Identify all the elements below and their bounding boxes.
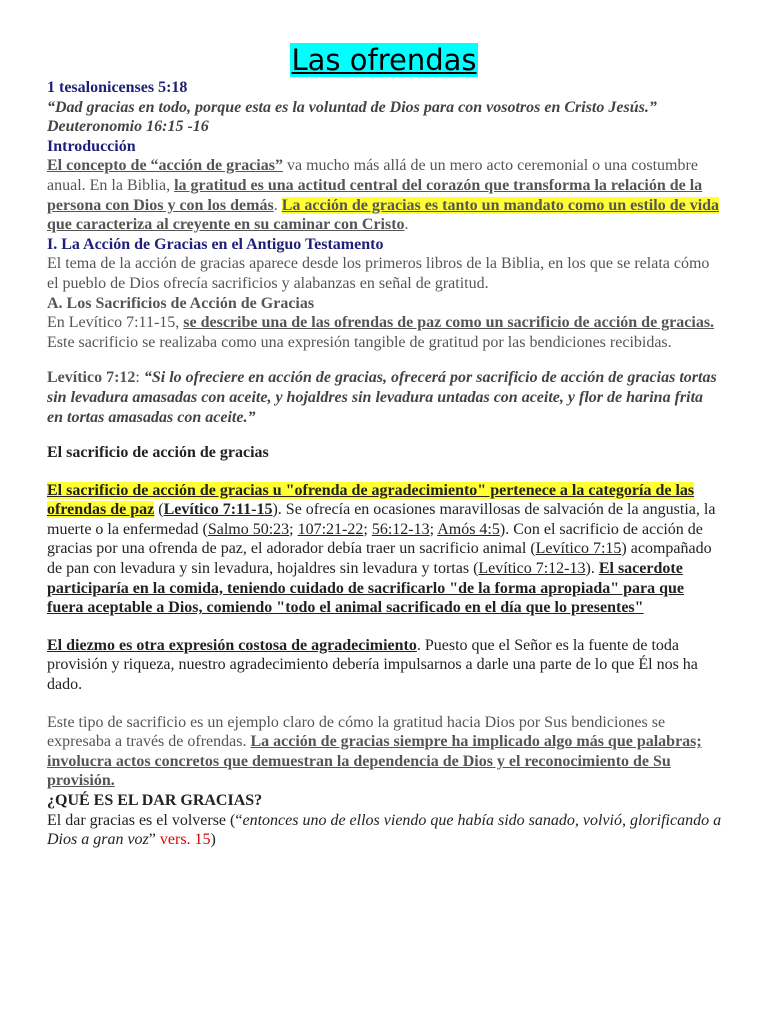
leviticus-quote-paragraph — [47, 368, 722, 427]
old-testament-paragraph: El tema de la acción de gracias aparece desde los primeros libros de la Biblia, en los que se relata cómo el pueblo de Dios ofrecía sacrificios y alabanzas en señal de gratitud. — [47, 255, 710, 292]
sacrifice-text-2: ). Con el sacrificio de acción de gracias por una ofrenda de paz, el adorador debía traer un sacrificio animal ( — [47, 520, 703, 558]
leviticus-paragraph — [47, 313, 722, 352]
title-wrapper — [0, 42, 768, 78]
ref-link-amos-4-5[interactable]: Amós 4:5 — [437, 520, 500, 538]
leviticus-intro: En Levítico 7:11-15, — [47, 314, 184, 332]
document-body — [47, 78, 722, 850]
section-heading-old-testament: I. La Acción de Gracias en el Antiguo Testamento — [47, 235, 384, 253]
sacrifice-heading: El sacrificio de acción de gracias — [47, 444, 269, 462]
intro-lifestyle-phrase: que caracteriza al creyente en su caminar con Cristo — [47, 216, 405, 234]
intro-paragraph — [47, 156, 722, 234]
intro-text: va mucho más allá de un mero acto ceremonial o una costumbre anual. En la Biblia, — [47, 157, 698, 194]
verse-reference: vers. 15 — [159, 831, 211, 849]
sacrifice-example-paragraph — [47, 713, 722, 791]
sacrifice-example-text: Este tipo de sacrificio es un ejemplo claro de cómo la gratitud hacia Dios por Sus bendiciones se expresaba a través de ofrendas. — [47, 713, 666, 751]
leviticus-highlight-phrase: se describe una de las ofrendas de paz como un sacrificio de acción de gracias. — [183, 314, 715, 332]
subsection-heading-sacrifices: A. Los Sacrificios de Acción de Gracias — [47, 294, 315, 312]
scripture-quote: “Dad gracias en todo, porque esta es la voluntad de Dios para con vosotros en Cristo Jesús.” — [47, 98, 657, 116]
leviticus-quote-ref: Levítico 7:12 — [47, 369, 136, 387]
intro-heading: Introducción — [47, 137, 136, 155]
tithe-paragraph — [47, 636, 722, 695]
sacrifice-highlight: El sacrificio de acción de gracias u "ofrenda de agradecimiento" pertenece a la categoría de las ofrendas de paz — [47, 481, 695, 519]
sacrifice-text-4: ). — [585, 560, 599, 578]
intro-period: . — [404, 216, 409, 234]
leviticus-text: Este sacrificio se realizaba como una expresión tangible de gratitud por las bendiciones recibidas. — [47, 333, 672, 351]
priest-highlight-phrase: El sacerdote participaría en la comida, teniendo cuidado de sacrificarlo "de la forma apropiada" para que fuera aceptable a Dios, comiendo "todo el animal sacrificado en el día que lo presentes" — [47, 560, 685, 617]
sep-1: ; — [289, 520, 298, 538]
thanksgiving-paragraph — [47, 811, 722, 850]
intro-gratitude-phrase: la gratitud es una actitud central del corazón que transforma la relación de la persona con Dios y con los demás — [47, 176, 703, 214]
ref-link-levitico-7-15[interactable]: Levítico 7:15 — [535, 540, 622, 558]
thanksgiving-text: El dar gracias es el volverse (“ — [47, 811, 243, 829]
thanksgiving-quote: entonces uno de ellos viendo que había sido sanado, volvió, glorificando a Dios a gran voz — [47, 811, 722, 849]
sacrifice-example-highlight: La acción de gracias siempre ha implicado algo más que palabras; involucra actos concretos que demuestran la dependencia de Dios y el reconocimiento de Su provisión. — [47, 733, 702, 790]
ref-link-56-12-13[interactable]: 56:12-13 — [371, 520, 430, 538]
scripture-reference: 1 tesalonicenses 5:18 — [47, 79, 188, 96]
leviticus-quote: “Si lo ofreciere en acción de gracias, ofrecerá por sacrificio de acción de gracias tortas sin levadura amasadas con aceite, y hojaldres sin levadura untadas con aceite, y flor de harina frita en tortas amasadas con aceite.” — [47, 369, 717, 426]
intro-separator: . — [273, 196, 282, 214]
what-is-thanksgiving-heading: ¿QUÉ ES EL DAR GRACIAS? — [47, 792, 263, 809]
sep-3: ; — [429, 520, 438, 538]
tithe-highlight-phrase: El diezmo es otra expresión costosa de agradecimiento — [47, 636, 417, 654]
page-title: Las ofrendas — [291, 43, 477, 77]
sacrifice-text-3: ) acompañado de pan con levadura y sin levadura, hojaldres sin levadura y tortas ( — [47, 540, 712, 578]
sacrifice-paren-open: ( — [154, 501, 164, 519]
ref-link-levitico-7-11-15[interactable]: Levítico 7:11-15 — [163, 501, 273, 519]
ref-link-levitico-7-12-13[interactable]: Levítico 7:12-13 — [478, 560, 586, 578]
thanksgiving-paren-close: ) — [210, 831, 216, 849]
thanksgiving-quote-close: ” — [148, 831, 160, 849]
intro-highlight: La acción de gracias es tanto un mandato como un estilo de vida — [281, 196, 720, 214]
sacrifice-text-1: ). Se ofrecía en ocasiones maravillosas de salvación de la angustia, la muerte o la enfermedad ( — [47, 501, 716, 538]
intro-concept-phrase: El concepto de “acción de gracias” — [47, 157, 283, 175]
ref-link-107-21-22[interactable]: 107:21-22 — [297, 520, 364, 538]
scripture-reference-2: Deuteronomio 16:15 -16 — [47, 118, 209, 136]
leviticus-quote-colon: : — [135, 369, 144, 387]
tithe-text: . Puesto que el Señor es la fuente de toda provisión y riqueza, nuestro agradecimiento debería impulsarnos a darle una parte de lo que Él nos ha dado. — [47, 636, 698, 694]
ref-link-salmo-50-23[interactable]: Salmo 50:23 — [207, 520, 290, 538]
sep-2: ; — [363, 520, 372, 538]
sacrifice-paragraph — [47, 481, 722, 618]
